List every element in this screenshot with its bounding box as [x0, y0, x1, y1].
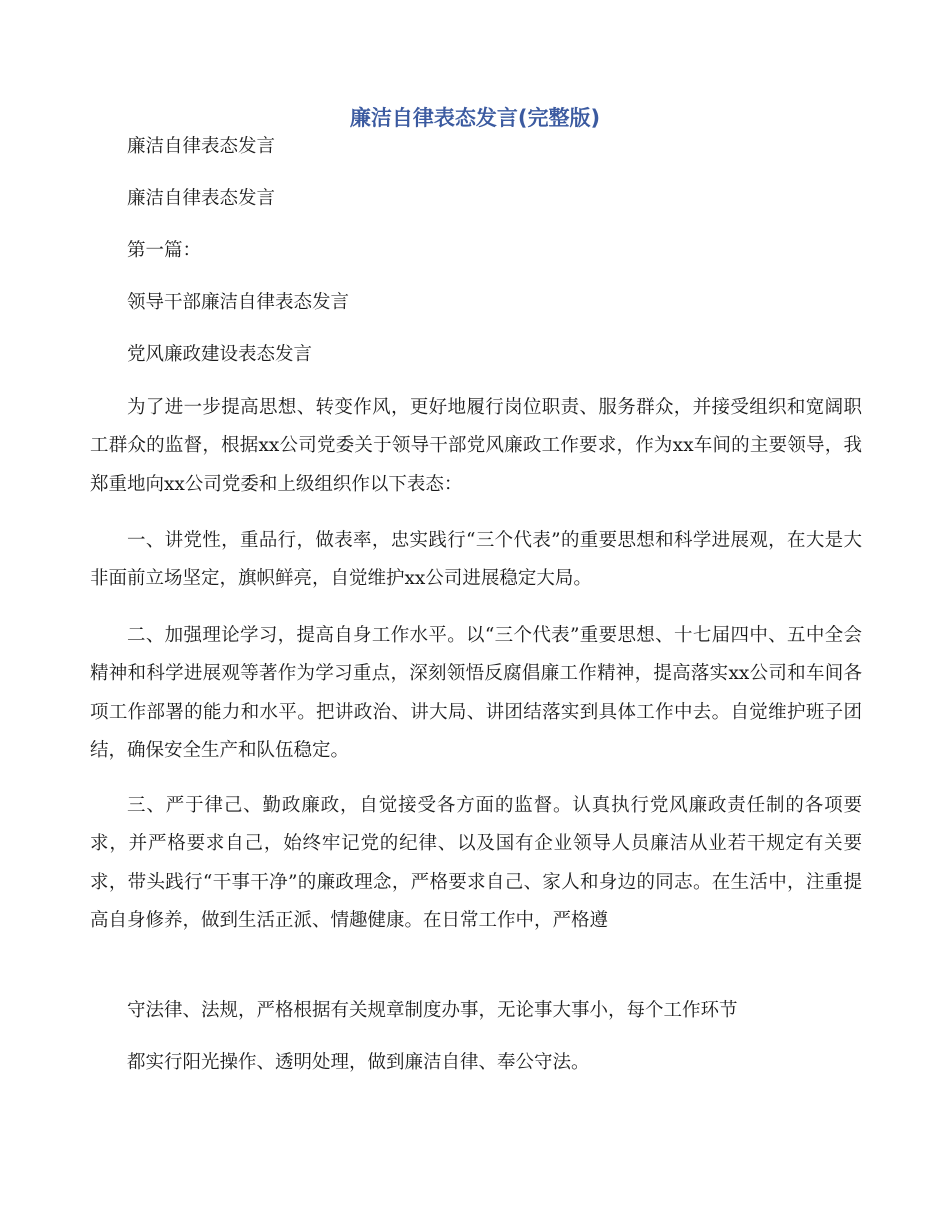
body-paragraph: 二、加强理论学习，提高自身工作水平。以“三个代表”重要思想、十七届四中、五中全会精神和科学进展观等著作为学习重点，深刻领悟反腐倡廉工作精神，提高落实xx公司和车间各项工作部署的能力和水平。把讲政治、讲大局、讲团结落实到具体工作中去。自觉维护班子团结，确保安全生产和队伍稳定。	[90, 625, 862, 762]
subtitle-line: 廉洁自律表态发言	[127, 136, 276, 157]
section-heading: 领导干部廉洁自律表态发言	[127, 292, 350, 313]
body-paragraph: 一、讲党性，重品行，做表率，忠实践行“三个代表”的重要思想和科学进展观，在大是大非面前立场坚定，旗帜鲜亮，自觉维护xx公司进展稳定大局。	[90, 530, 862, 590]
chapter-label: 第一篇：	[127, 240, 202, 261]
closing-line: 守法律、法规，严格根据有关规章制度办事，无论事大事小，每个工作环节	[127, 1000, 738, 1021]
closing-line: 都实行阳光操作、透明处理，做到廉洁自律、奉公守法。	[127, 1052, 590, 1073]
subtitle-line: 廉洁自律表态发言	[127, 188, 276, 209]
body-paragraph: 三、严于律己、勤政廉政，自觉接受各方面的监督。认真执行党风廉政责任制的各项要求，并严格要求自己，始终牢记党的纪律、以及国有企业领导人员廉洁从业若干规定有关要求，带头践行“干事干净”的廉政理念，严格要求自己、家人和身边的同志。在生活中，注重提高自身修养，做到生活正派、情趣健康。在日常工作中，严格遵	[90, 795, 862, 932]
section-heading: 党风廉政建设表态发言	[127, 344, 313, 365]
body-paragraph: 为了进一步提高思想、转变作风，更好地履行岗位职责、服务群众，并接受组织和宽阔职工群众的监督，根据xx公司党委关于领导干部党风廉政工作要求，作为xx车间的主要领导，我郑重地向xx公司党委和上级组织作以下表态：	[90, 397, 862, 495]
document-title: 廉洁自律表态发言(完整版)	[349, 106, 601, 130]
